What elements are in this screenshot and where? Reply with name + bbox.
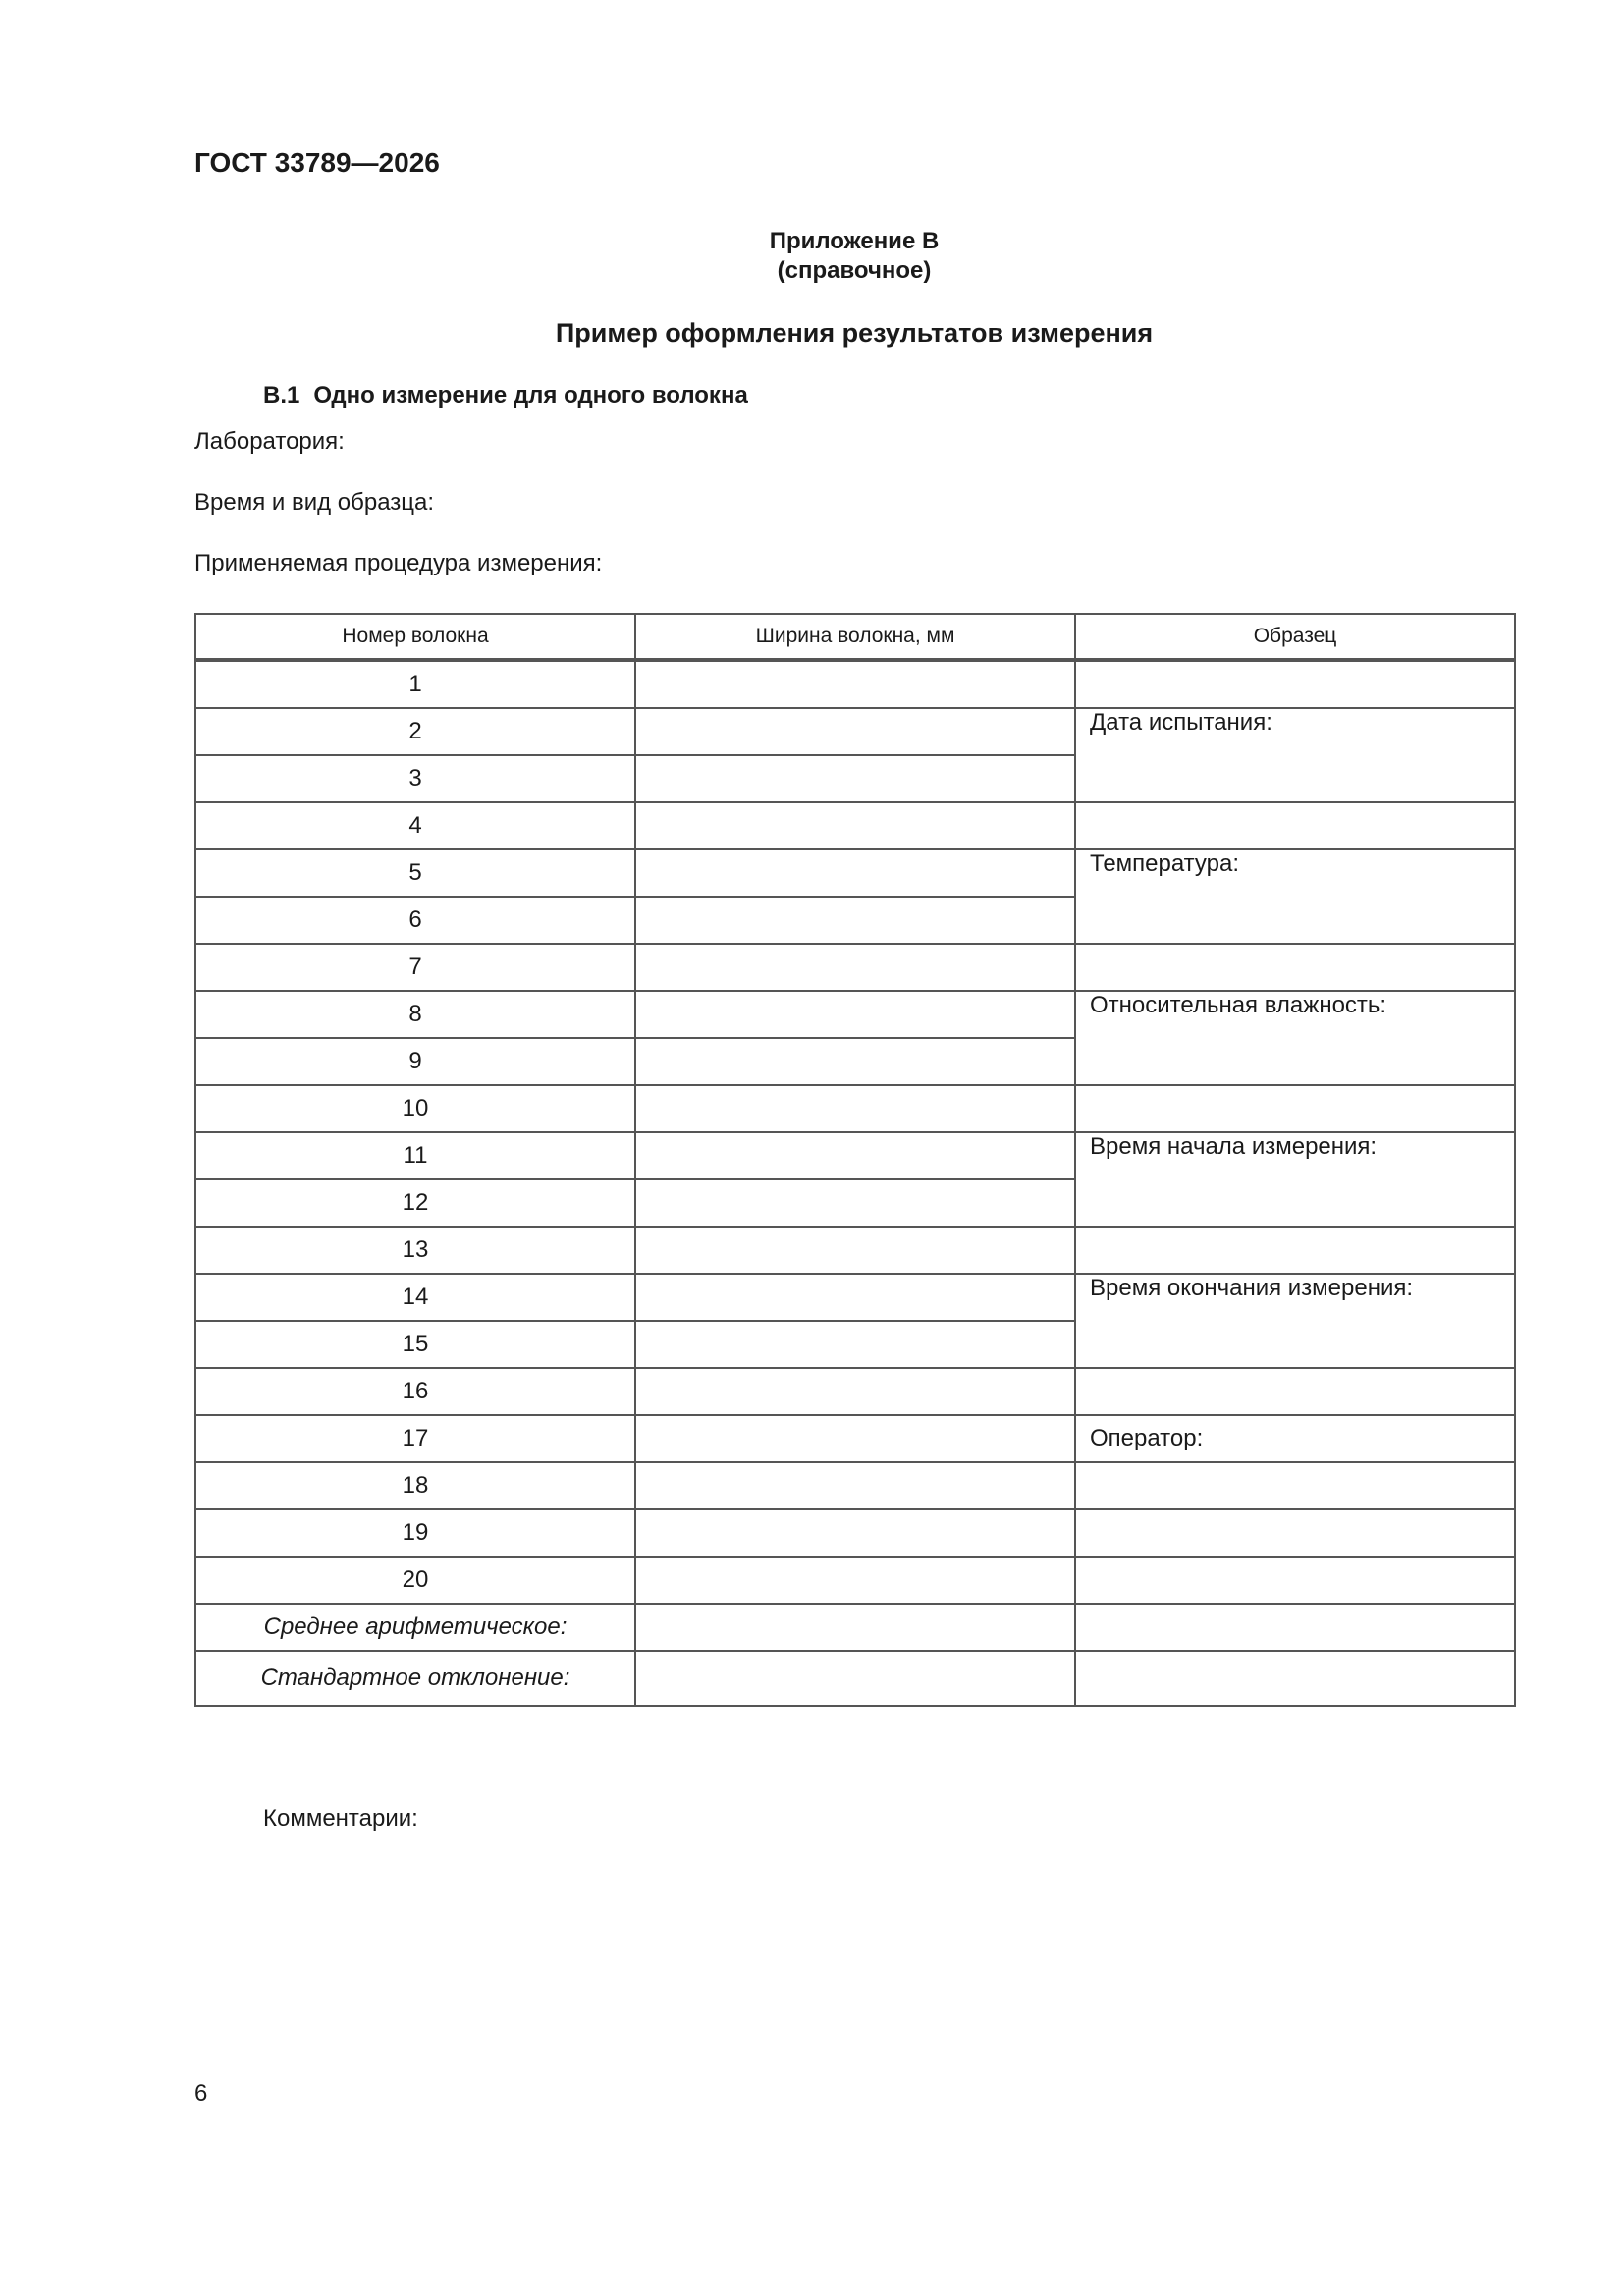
sample-cell xyxy=(1075,944,1515,991)
table-row xyxy=(195,1368,1515,1415)
procedure-label: Применяемая процедура измерения: xyxy=(194,550,603,576)
fiber-width-cell xyxy=(635,1557,1075,1604)
fiber-width-cell xyxy=(635,897,1075,944)
subsection-title: Одно измерение для одного волокна xyxy=(313,382,748,409)
fiber-width-cell xyxy=(635,708,1075,755)
fiber-number: 19 xyxy=(195,1509,635,1557)
header-sample: Образец xyxy=(1075,614,1515,660)
comments-label: Комментарии: xyxy=(263,1805,418,1831)
test-date-label: Дата испытания: xyxy=(1075,708,1515,802)
subsection-heading xyxy=(263,382,748,410)
fiber-width-cell xyxy=(635,1274,1075,1321)
subsection-number: В.1 xyxy=(263,382,300,409)
table-row xyxy=(195,1462,1515,1509)
fiber-width-cell xyxy=(635,1321,1075,1368)
operator-label: Оператор: xyxy=(1075,1415,1515,1462)
table-row xyxy=(195,1085,1515,1132)
table-header-row xyxy=(195,614,1515,660)
fiber-width-cell xyxy=(635,802,1075,849)
fiber-number: 18 xyxy=(195,1462,635,1509)
fiber-width-cell xyxy=(635,1179,1075,1227)
fiber-number: 8 xyxy=(195,991,635,1038)
fiber-number: 1 xyxy=(195,660,635,708)
end-time-label: Время окончания измерения: xyxy=(1075,1274,1515,1368)
fiber-width-cell xyxy=(635,1368,1075,1415)
fiber-number: 13 xyxy=(195,1227,635,1274)
sample-cell xyxy=(1075,1651,1515,1706)
sample-cell xyxy=(1075,1462,1515,1509)
mean-label: Среднее арифметическое: xyxy=(195,1604,635,1651)
start-time-label: Время начала измерения: xyxy=(1075,1132,1515,1227)
page-number: 6 xyxy=(194,2080,208,2106)
header-fiber-width: Ширина волокна, мм xyxy=(635,614,1075,660)
fiber-number: 3 xyxy=(195,755,635,802)
table-row xyxy=(195,1227,1515,1274)
fiber-width-cell xyxy=(635,755,1075,802)
temperature-label: Температура: xyxy=(1075,849,1515,944)
fiber-number: 4 xyxy=(195,802,635,849)
header-fiber-number: Номер волокна xyxy=(195,614,635,660)
humidity-label: Относительная влажность: xyxy=(1075,991,1515,1085)
table-row xyxy=(195,1274,1515,1321)
mean-value-cell xyxy=(635,1604,1075,1651)
fiber-width-cell xyxy=(635,1415,1075,1462)
fiber-number: 7 xyxy=(195,944,635,991)
fiber-number: 17 xyxy=(195,1415,635,1462)
sample-cell xyxy=(1075,1509,1515,1557)
appendix-kind: (справочное) xyxy=(777,257,932,284)
appendix-title: Приложение В xyxy=(769,228,940,254)
fiber-width-cell xyxy=(635,1085,1075,1132)
sample-cell xyxy=(1075,802,1515,849)
document-code: ГОСТ 33789—2026 xyxy=(194,147,440,178)
fiber-width-cell xyxy=(635,944,1075,991)
table-row xyxy=(195,708,1515,755)
table-row xyxy=(195,849,1515,897)
fiber-number: 10 xyxy=(195,1085,635,1132)
table-row xyxy=(195,944,1515,991)
table-row xyxy=(195,991,1515,1038)
std-value-cell xyxy=(635,1651,1075,1706)
fiber-width-cell xyxy=(635,1509,1075,1557)
sample-cell xyxy=(1075,1085,1515,1132)
table-row xyxy=(195,660,1515,708)
fiber-number: 9 xyxy=(195,1038,635,1085)
fiber-number: 12 xyxy=(195,1179,635,1227)
table-row xyxy=(195,802,1515,849)
fiber-width-cell xyxy=(635,991,1075,1038)
sample-cell xyxy=(1075,1557,1515,1604)
sample-cell xyxy=(1075,1368,1515,1415)
fiber-width-cell xyxy=(635,1132,1075,1179)
fiber-number: 20 xyxy=(195,1557,635,1604)
fiber-width-cell xyxy=(635,660,1075,708)
std-label: Стандартное отклонение: xyxy=(195,1651,635,1706)
sample-cell xyxy=(1075,1227,1515,1274)
fiber-width-cell xyxy=(635,849,1075,897)
time-sample-label: Время и вид образца: xyxy=(194,489,435,516)
fiber-number: 14 xyxy=(195,1274,635,1321)
fiber-width-cell xyxy=(635,1462,1075,1509)
std-row xyxy=(195,1651,1515,1706)
fiber-number: 6 xyxy=(195,897,635,944)
fiber-number: 5 xyxy=(195,849,635,897)
fiber-width-cell xyxy=(635,1227,1075,1274)
table-row xyxy=(195,1557,1515,1604)
fiber-number: 11 xyxy=(195,1132,635,1179)
results-table xyxy=(194,613,1516,1707)
sample-cell xyxy=(1075,1604,1515,1651)
fiber-width-cell xyxy=(635,1038,1075,1085)
section-title: Пример оформления результатов измерения xyxy=(555,318,1154,348)
sample-cell xyxy=(1075,660,1515,708)
fiber-number: 16 xyxy=(195,1368,635,1415)
table-row xyxy=(195,1415,1515,1462)
fiber-number: 2 xyxy=(195,708,635,755)
fiber-number: 15 xyxy=(195,1321,635,1368)
mean-row xyxy=(195,1604,1515,1651)
table-row xyxy=(195,1132,1515,1179)
laboratory-label: Лаборатория: xyxy=(194,428,345,455)
table-row xyxy=(195,1509,1515,1557)
